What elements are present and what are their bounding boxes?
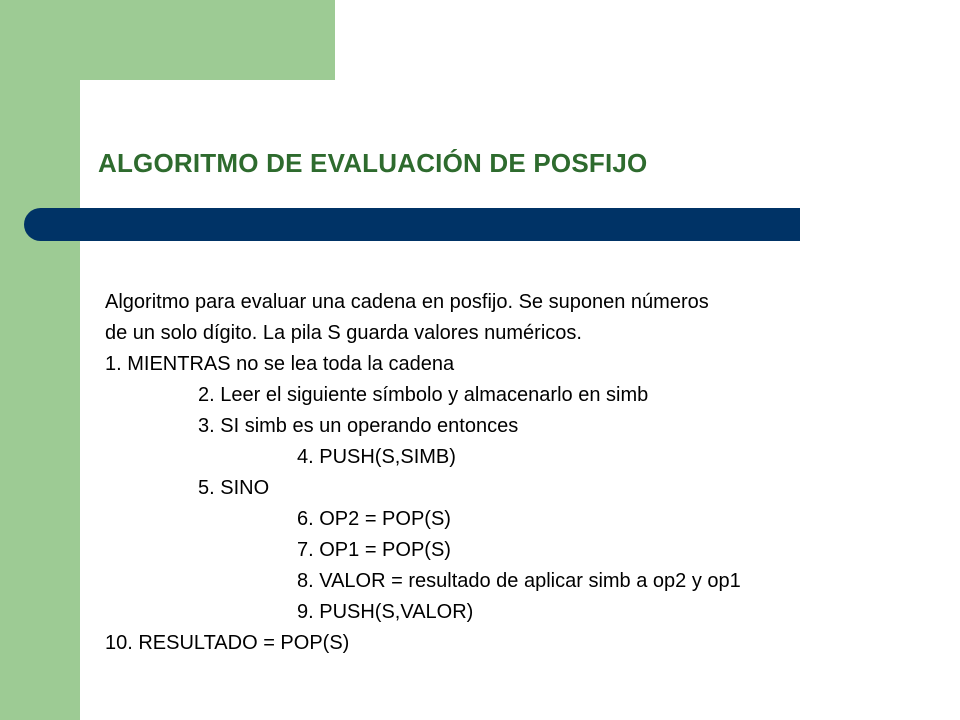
step-7: 7. OP1 = POP(S) bbox=[297, 539, 451, 561]
slide-body bbox=[105, 287, 945, 659]
intro-line-2: de un solo dígito. La pila S guarda valores numéricos. bbox=[105, 322, 582, 344]
step-10: 10. RESULTADO = POP(S) bbox=[105, 632, 350, 654]
intro-line-1: Algoritmo para evaluar una cadena en posfijo. Se suponen números bbox=[105, 291, 709, 313]
step-8: 8. VALOR = resultado de aplicar simb a op2 y op1 bbox=[297, 570, 741, 592]
step-5: 5. SINO bbox=[198, 477, 270, 499]
green-left-band bbox=[0, 0, 80, 720]
step-9: 9. PUSH(S,VALOR) bbox=[297, 601, 474, 623]
step-6: 6. OP2 = POP(S) bbox=[297, 508, 451, 530]
step-2: 2. Leer el siguiente símbolo y almacenarlo en simb bbox=[198, 384, 649, 406]
step-4: 4. PUSH(S,SIMB) bbox=[297, 446, 456, 468]
title-divider-bar bbox=[24, 208, 800, 241]
step-1: 1. MIENTRAS no se lea toda la cadena bbox=[105, 353, 455, 375]
slide-title: ALGORITMO DE EVALUACIÓN DE POSFIJO bbox=[98, 148, 648, 178]
step-3: 3. SI simb es un operando entonces bbox=[198, 415, 519, 437]
